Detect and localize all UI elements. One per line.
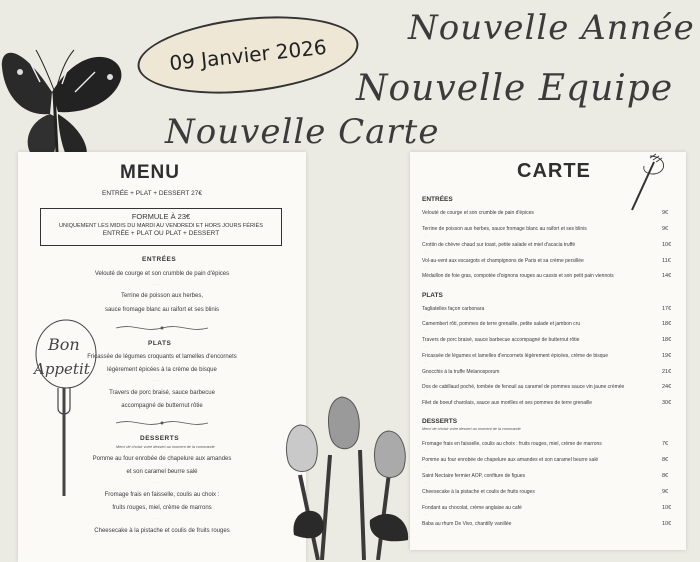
menu-dish: Terrine de poisson aux herbes,	[120, 293, 204, 299]
menu-dish: légèrement épicées à la crème de bisque	[107, 367, 217, 373]
formule-title: FORMULE À 23€	[131, 212, 191, 221]
bon-text: Bon	[48, 335, 80, 354]
carte-price: 18€	[662, 321, 672, 327]
menu-section-desserts: DESSERTS	[140, 435, 180, 442]
carte-price: 10€	[662, 242, 672, 248]
carte-item: Vol-au-vent aux escargots et champignons de Paris et sa crème persillée	[422, 258, 584, 264]
menu-dish: Velouté de courge et son crumble de pain d'épices	[94, 271, 230, 277]
carte-price: 9€	[662, 226, 669, 232]
headline-nouvelle-carte: Nouvelle Carte	[165, 112, 440, 152]
dots-separator: ···	[422, 250, 429, 254]
carte-item: Médaillon de foie gras, compotée d'oignons rouges au cassis et son petit pain viennois	[422, 273, 614, 279]
formule-conditions: UNIQUEMENT LES MIDIS DU MARDI AU VENDREDI ET HORS JOURS FÉRIÉS	[59, 223, 263, 229]
carte-item: Saint Nectaire fermier AOP, confiture de figues	[422, 473, 526, 479]
dots-separator: ···	[422, 392, 429, 396]
carte-price: 10€	[662, 505, 672, 511]
dots-separator: ···	[422, 465, 429, 469]
desserts-note: Merci de choisir votre dessert au moment de la commande	[422, 427, 521, 431]
menu-section-plats: PLATS	[148, 340, 172, 347]
dots-separator: ···	[422, 218, 429, 222]
carte-item: Baba au rhum De Vivo, chantilly vanillée	[422, 521, 512, 527]
carte-item: Filet de boeuf charolais, sauce aux morilles et ses pommes de terre grenaille	[422, 400, 593, 406]
dots-separator: ···	[422, 314, 429, 318]
carte-item: Cheesecake à la pistache et coulis de fruits rouges	[422, 489, 535, 495]
carte-price: 10€	[662, 521, 672, 527]
carte-price: 14€	[662, 273, 672, 279]
menu-dish: Fromage frais en faisselle, coulis au choix :	[104, 492, 220, 498]
menu-dish: et son caramel beurre salé	[126, 469, 198, 475]
carte-item: Dos de cabillaud poché, tombée de fenouil au caramel de pommes sauce vin jaune crèmée	[422, 384, 625, 390]
carte-price: 30€	[662, 400, 672, 406]
menu-formula-price: ENTRÉE + PLAT + DESSERT 27€	[102, 190, 202, 197]
carte-item: Camembert rôti, pommes de terre grenaille, petite salade et jambon cru	[422, 321, 581, 327]
dots-separator: ···	[422, 234, 429, 238]
carte-item: Fricassée de légumes et lamelles d'encornets légèrement épicées, crème de bisque	[422, 353, 609, 359]
carte-price: 7€	[662, 441, 669, 447]
dots-separator: ···	[153, 378, 160, 383]
formule-box	[40, 208, 282, 246]
formule-choice: ENTRÉE + PLAT OU PLAT + DESSERT	[102, 230, 220, 237]
dots-separator: ···	[422, 497, 429, 501]
dots-separator: ···	[153, 480, 160, 485]
menu-section-entrees: ENTRÉES	[142, 256, 177, 263]
carte-item: Tagliatelles façon carbonara	[422, 306, 485, 312]
carte-title: CARTE	[517, 160, 591, 182]
fork-sketch-icon	[628, 152, 672, 214]
carte-price: 24€	[662, 384, 672, 390]
dots-separator: ···	[422, 513, 429, 517]
carte-item: Fondant au chocolat, crème anglaise au café	[422, 505, 522, 511]
dots-separator: ···	[422, 266, 429, 270]
menu-dish: accompagné de butternut rôtie	[121, 403, 203, 409]
carte-price: 18€	[662, 337, 672, 343]
menu-dish: Pomme au four enrobée de chapelure aux amandes	[92, 456, 232, 462]
carte-section-desserts: DESSERTS	[422, 418, 458, 425]
dots-separator: ···	[422, 481, 429, 485]
carte-item: Pomme au four enrobée de chapelure aux amandes et son caramel beurre salé	[422, 457, 599, 463]
carte-section-plats: PLATS	[422, 292, 443, 299]
bon-appetit-fork-illustration	[28, 318, 106, 498]
appetit-text: Appetit	[34, 360, 90, 378]
date-oval-badge	[134, 7, 363, 104]
dots-separator: ···	[422, 377, 429, 381]
flourish-divider	[114, 418, 210, 428]
carte-item: Velouté de courge et son crumble de pain d'épices	[422, 210, 534, 216]
carte-price: 9€	[662, 489, 669, 495]
carte-item: Travers de porc braisé, sauce barbecue accompagné de butternut rôtie	[422, 337, 580, 343]
dots-separator: ···	[422, 329, 429, 333]
headline-nouvelle-equipe: Nouvelle Equipe	[356, 68, 674, 109]
tulips-illustration	[260, 395, 420, 560]
dots-separator: ···	[153, 516, 160, 521]
menu-title: MENU	[120, 162, 180, 183]
headline-nouvelle-annee: Nouvelle Année	[408, 8, 695, 48]
carte-item: Gnocchis à la truffe Melanosporum	[422, 369, 500, 375]
menu-dish: fruits rouges, miel, crème de marrons	[112, 505, 212, 511]
carte-price: 19€	[662, 353, 672, 359]
carte-price: 17€	[662, 306, 672, 312]
carte-price: 9€	[662, 210, 669, 216]
menu-dish: sauce fromage blanc au raifort et ses blinis	[104, 307, 220, 313]
carte-price: 11€	[662, 258, 671, 264]
carte-item: Fromage frais en faisselle, coulis au choix : fruits rouges, miel, crème de marrons	[422, 441, 602, 447]
dots-separator: ···	[422, 449, 429, 453]
carte-price: 21€	[662, 369, 672, 375]
carte-item: Crottin de chèvre chaud sur toast, petite salade et miel d'acacia truffé	[422, 242, 576, 248]
dots-separator: ···	[422, 345, 429, 349]
menu-dish: Travers de porc braisé, sauce barbecue	[109, 390, 215, 396]
menu-dish: Fricassée de légumes croquants et lamelles d'encornets	[87, 354, 237, 360]
desserts-note: Merci de choisir votre dessert au moment de la commande	[116, 445, 215, 449]
dots-separator: ···	[153, 282, 160, 287]
carte-price: 8€	[662, 473, 669, 479]
carte-price: 8€	[662, 457, 669, 463]
carte-section-entrees: ENTRÉES	[422, 196, 453, 203]
date-text: 09 Janvier 2026	[168, 34, 328, 76]
menu-dish: Cheesecake à la pistache et coulis de fruits rouges	[94, 528, 230, 534]
carte-item: Terrine de poisson aux herbes, sauce fromage blanc au raifort et ses blinis	[422, 226, 587, 232]
flourish-divider	[114, 323, 210, 333]
dots-separator: ···	[422, 361, 429, 365]
